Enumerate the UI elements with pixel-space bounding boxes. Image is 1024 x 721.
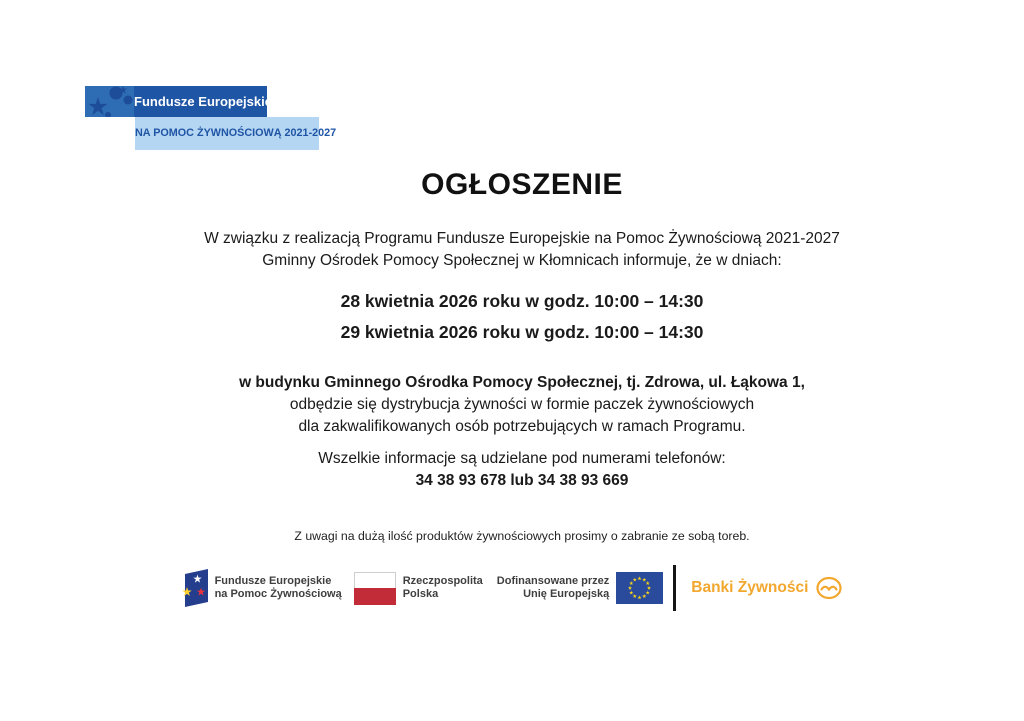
food-banks-label: Banki Żywności [691, 579, 809, 596]
footer-food-banks-logo [691, 576, 843, 600]
footer-logos [0, 564, 1024, 612]
eu-program-flag-icon [181, 568, 208, 608]
header-logo-title: Fundusze Europejskie [134, 86, 267, 117]
footer-divider [673, 565, 676, 611]
footer-poland-logo [354, 572, 483, 605]
phone-numbers: 34 38 93 678 lub 34 38 93 669 [415, 472, 629, 489]
venue-paragraph [20, 372, 1024, 438]
venue-line-2: odbędzie się dystrybucja żywności w formie paczek żywnościowych [289, 396, 755, 413]
eu-funding-label-line2: Unię Europejską [523, 588, 610, 600]
header-program-logo [85, 86, 337, 150]
eu-funding-label [497, 575, 609, 602]
poland-flag-white-stripe [354, 572, 396, 588]
footer-eu-program-logo [181, 568, 342, 608]
page-title: OGŁOSZENIE [421, 168, 623, 201]
poland-label-line2: Polska [402, 588, 439, 600]
venue-address: w budynku Gminnego Ośrodka Pomocy Społecznej, tj. Zdrowa, ul. Łąkowa 1, [239, 374, 805, 391]
contact-paragraph [20, 448, 1024, 492]
food-banks-emblem-icon [815, 576, 843, 600]
poland-label-line1: Rzeczpospolita [402, 574, 483, 587]
eu-program-label-line1: Fundusze Europejskie [214, 574, 332, 587]
intro-line-2: Gminny Ośrodek Pomocy Społecznej w Kłomnicach informuje, że w dniach: [262, 252, 782, 269]
header-logo-row [85, 86, 319, 117]
bags-note: Z uwagi na dużą ilość produktów żywnościowych prosimy o zabranie ze sobą toreb. [294, 529, 750, 543]
eu-flag-icon [616, 572, 663, 604]
header-logo-subtitle: NA POMOC ŻYWNOŚCIOWĄ 2021-2027 [135, 117, 319, 150]
poland-flag-icon [354, 572, 396, 605]
eu-funding-label-line1: Dofinansowane przez [496, 574, 610, 587]
footer-eu-funding-logo [497, 572, 663, 604]
distribution-date-1: 28 kwietnia 2026 roku w godz. 10:00 – 14:30 [340, 291, 704, 311]
poland-flag-red-stripe [354, 588, 396, 605]
intro-line-1: W związku z realizacją Programu Fundusze Europejskie na Pomoc Żywnościową 2021-2027 [204, 230, 840, 247]
distribution-date-2: 29 kwietnia 2026 roku w godz. 10:00 – 14:30 [340, 322, 704, 342]
intro-paragraph [20, 228, 1024, 272]
eu-program-label-line2: na Pomoc Żywnościową [214, 588, 342, 600]
contact-info-line: Wszelkie informacje są udzielane pod numerami telefonów: [318, 450, 726, 467]
eu-stars-decoration-icon [85, 86, 134, 117]
venue-line-3: dla zakwalifikowanych osób potrzebujących w ramach Programu. [298, 418, 746, 435]
eu-program-label [215, 575, 342, 602]
poland-label [403, 575, 483, 602]
